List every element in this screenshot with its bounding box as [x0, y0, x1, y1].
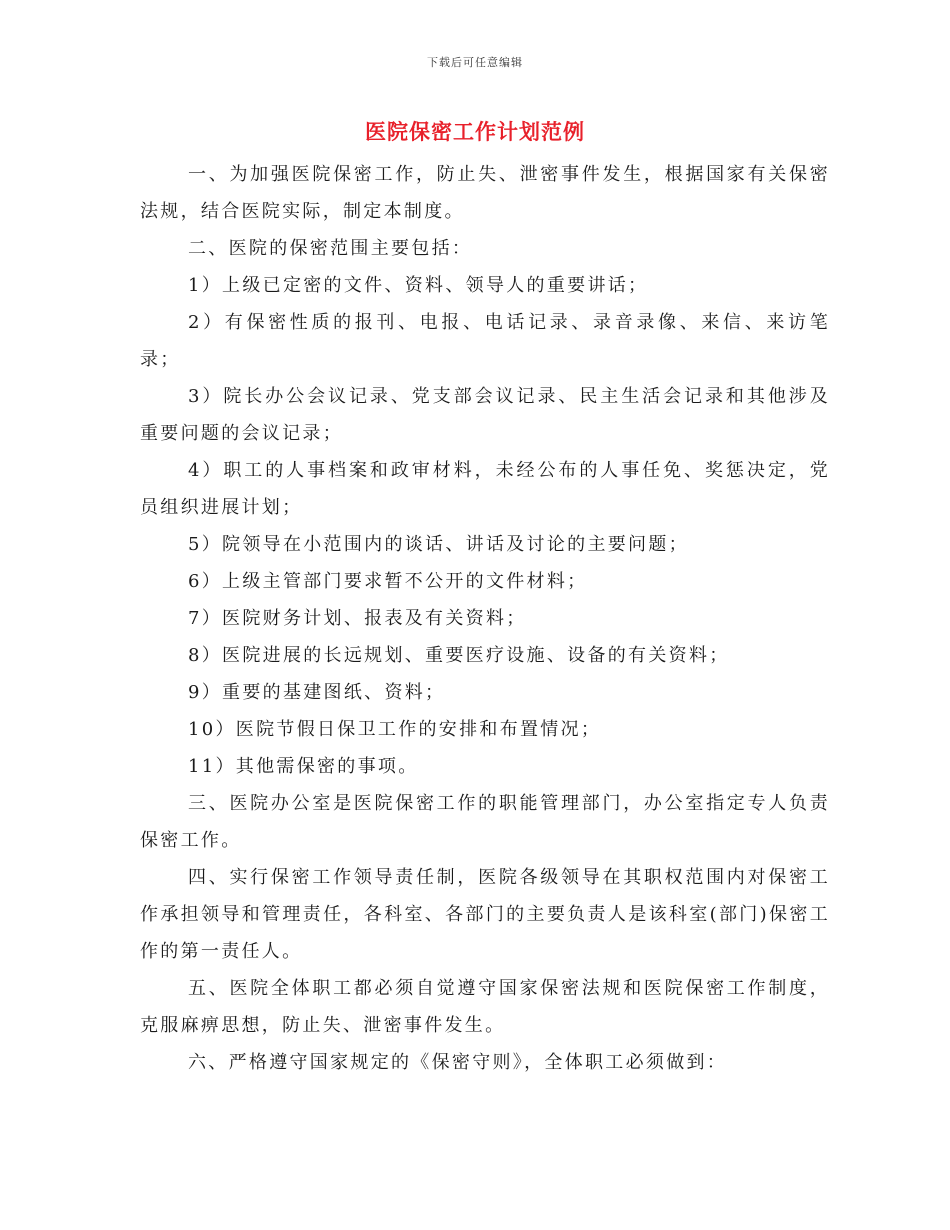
paragraph-1: 一、为加强医院保密工作，防止失、泄密事件发生，根据国家有关保密法规，结合医院实际，制定本制度。: [140, 164, 830, 222]
list-item-9: 9）重要的基建图纸、资料；: [188, 682, 446, 703]
list-item-1: 1）上级已定密的文件、资料、领导人的重要讲话；: [188, 275, 649, 296]
paragraph-6: 六、严格遵守国家规定的《保密守则》，全体职工必须做到：: [188, 1052, 728, 1073]
paragraph-2: 二、医院的保密范围主要包括：: [188, 238, 473, 259]
document-body: [140, 156, 830, 1081]
list-item-2: 2）有保密性质的报刊、电报、电话记录、录音录像、来信、来访笔录；: [140, 312, 830, 370]
header-note: 下载后可任意编辑: [427, 56, 523, 69]
list-item-5: 5）院领导在小范围内的谈话、讲话及讨论的主要问题；: [188, 534, 689, 555]
list-item-3: 3）院长办公会议记录、党支部会议记录、民主生活会记录和其他涉及重要问题的会议记录；: [140, 386, 830, 444]
list-item-4: 4）职工的人事档案和政审材料，未经公布的人事任免、奖惩决定，党员组织进展计划；: [140, 460, 830, 518]
list-item-10: 10）医院节假日保卫工作的安排和布置情况；: [188, 719, 602, 740]
paragraph-4: 四、实行保密工作领导责任制，医院各级领导在其职权范围内对保密工作承担领导和管理责任，各科室、各部门的主要负责人是该科室(部门)保密工作的第一责任人。: [140, 867, 830, 962]
list-item-8: 8）医院进展的长远规划、重要医疗设施、设备的有关资料；: [188, 645, 730, 666]
paragraph-3: 三、医院办公室是医院保密工作的职能管理部门，办公室指定专人负责保密工作。: [140, 793, 830, 851]
document-title: 医院保密工作计划范例: [365, 119, 585, 144]
list-item-11: 11）其他需保密的事项。: [188, 756, 419, 777]
list-item-7: 7）医院财务计划、报表及有关资料；: [188, 608, 527, 629]
list-item-6: 6）上级主管部门要求暂不公开的文件材料；: [188, 571, 588, 592]
paragraph-5: 五、医院全体职工都必须自觉遵守国家保密法规和医院保密工作制度，克服麻痹思想，防止失、泄密事件发生。: [140, 978, 830, 1036]
